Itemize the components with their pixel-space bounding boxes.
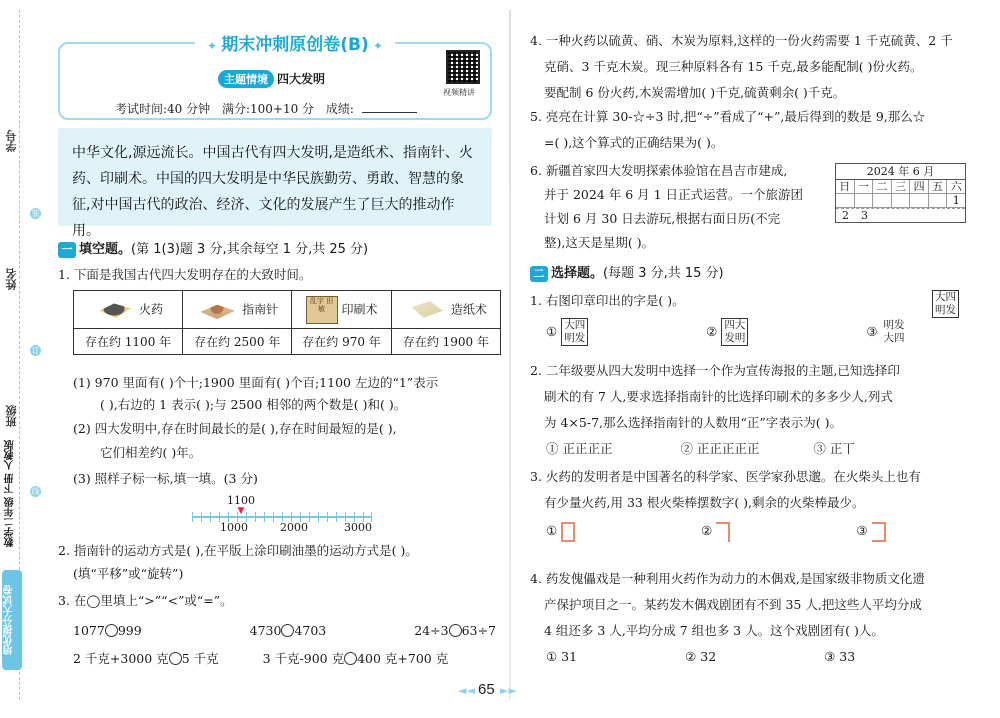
invention-cell: 乱字 田敏 印刷术	[292, 291, 392, 329]
option-3[interactable]: ③ 明发 大四	[866, 319, 905, 344]
exam-header	[58, 35, 492, 120]
binding-margin	[0, 0, 44, 718]
stamp-image: 大四 明发	[932, 290, 959, 318]
q1-part2-line2: 它们相差约( )年。	[100, 445, 202, 460]
star-icon: ✦	[368, 39, 383, 53]
exam-score: 满分:100+10 分	[221, 102, 315, 116]
option-1[interactable]: ① 大四 明发	[546, 324, 588, 339]
question-6-line4: 整),这天是星期( )。	[544, 235, 655, 250]
paper-icon	[405, 298, 447, 322]
time-cell: 存在约 970 年	[292, 329, 392, 355]
highlighted-date: 1	[952, 194, 960, 207]
question-6-line3: 计划 6 月 30 日去游玩,根据右面日历(不完	[544, 211, 781, 226]
question-4-line2: 克硝、3 千克木炭。现三种原料各有 15 千克,最多能配制( )份火药。	[544, 59, 923, 74]
choice-4-options	[546, 644, 966, 670]
invention-cell: 指南针	[183, 291, 292, 329]
invention-cell: 造纸术	[391, 291, 500, 329]
number-line-label: 3000	[344, 521, 372, 534]
student-id-label: 学号	[5, 130, 18, 152]
choice-4-line1: 4. 药发傀儡戏是一种利用火药作为动力的木偶戏,是国家级非物质文化遗	[530, 571, 925, 586]
answer-circle[interactable]	[344, 652, 357, 665]
page-spine	[509, 10, 511, 700]
answer-circle[interactable]	[105, 624, 118, 637]
section-1-note: (第 1(3)题 3 分,其余每空 1 分,共 25 分)	[131, 242, 369, 257]
choice-1-options	[546, 318, 966, 346]
number-line	[192, 510, 372, 534]
cut-mark-1: 装	[31, 209, 40, 218]
page-number: 65	[478, 681, 495, 698]
name-label: 姓名	[5, 268, 18, 290]
printing-type-icon: 乱字 田敏	[306, 296, 338, 324]
inventions-table	[73, 290, 501, 355]
option-2[interactable]: ②	[701, 523, 730, 538]
invention-cell: 火药	[74, 291, 183, 329]
question-6-line2: 并于 2024 年 6 月 1 日正式运营。一个旅游团	[544, 187, 804, 202]
section-1-heading	[58, 238, 368, 258]
prev-arrow-icon: ◄◄	[458, 684, 475, 697]
question-4-line3: 要配制 6 份火药,木炭需增加( )千克,硫黄剩余( )千克。	[544, 85, 846, 100]
calendar-title: 2024 年 6 月	[836, 164, 965, 180]
time-cell: 存在约 1100 年	[74, 329, 183, 355]
exam-time: 考试时间:40 分钟	[115, 102, 211, 116]
answer-circle[interactable]	[449, 624, 462, 637]
answer-circle[interactable]	[169, 652, 182, 665]
q1-part3: (3) 照样子标一标,填一填。(3 分)	[73, 471, 258, 486]
answer-circle[interactable]	[281, 624, 294, 637]
question-3-stem: 3. 在◯里填上“>”“<”或“=”。	[58, 593, 233, 608]
option-3[interactable]: ③	[856, 523, 885, 538]
compare-row-1: 1077 999 4730 4703 24÷3 63÷7	[73, 623, 496, 638]
cut-mark-3: 线	[31, 487, 40, 496]
choice-2-line2: 刷术的有 7 人,要求选择指南针的比选择印刷术的多多少人,列式	[544, 389, 893, 404]
matchstick-digit-icon	[716, 522, 730, 542]
intro-passage: 中华文化,源远流长。中国古代有四大发明,是造纸术、指南针、火药、印刷术。中国的四大发明是中华民族勤劳、勇敢、智慧的象征,对中国古代的政治、经济、文化的发展产生了巨大的推动作用。	[58, 128, 492, 226]
time-cell: 存在约 1900 年	[391, 329, 500, 355]
section-2-note: (每题 3 分,共 15 分)	[603, 266, 724, 281]
calendar-torn-edge: 2 3	[836, 208, 965, 222]
compare-row-2: 2 千克+3000 克 5 千克 3 千克-900 克 400 克+700 克	[73, 651, 449, 666]
star-icon: ✦	[207, 39, 222, 53]
matchstick-digit-icon	[872, 522, 886, 542]
option-3[interactable]: ③ 正丅	[813, 441, 855, 456]
option-2[interactable]: ② 四大 发明	[706, 324, 748, 339]
next-arrow-icon: ►►	[500, 684, 517, 697]
grade-tag: 数学二年级 下册 人教版	[5, 440, 16, 547]
qr-code-icon[interactable]	[446, 50, 480, 84]
question-6-line1: 6. 新疆首家四大发明探索体验馆在昌吉市建成,	[530, 163, 788, 178]
question-2-line1: 2. 指南针的运动方式是( ),在平版上涂印刷油墨的运动方式是( )。	[58, 543, 418, 558]
q1-part1-line2: ( ),右边的 1 表示( );与 2500 相邻的两个数是( )和( )。	[100, 397, 407, 412]
number-line-label: 2000	[280, 521, 308, 534]
theme-row	[218, 70, 325, 88]
choice-2-line3: 为 4×5-7,那么选择指南针的人数用“正”字表示为( )。	[544, 415, 843, 430]
option-2[interactable]: ② 32	[685, 649, 717, 664]
choice-1-stem: 1. 右图印章印出的字是( )。	[530, 293, 685, 308]
choice-2-options	[546, 436, 966, 462]
series-tag: 培优提分大试卷	[2, 570, 22, 670]
choice-2-line1: 2. 二年级要从四大发明中选择一个作为宣传海报的主题,已知选择印	[530, 363, 900, 378]
question-2-line2: (填“平移”或“旋转”)	[73, 566, 184, 581]
number-line-label: 1000	[220, 521, 248, 534]
choice-3-line2: 有少量火药,用 33 根火柴棒摆数字( ),剩余的火柴棒最少。	[544, 495, 865, 510]
calendar-weekdays: 日 一 二 三 四 五 六	[836, 180, 965, 194]
option-1[interactable]: ① 31	[546, 649, 578, 664]
down-arrow-icon: ▼	[237, 506, 245, 516]
qr-label: 视频精讲	[443, 88, 475, 97]
compass-icon	[196, 298, 238, 322]
option-1[interactable]: ① 正正正正	[546, 441, 613, 456]
section-2-title: 选择题。	[551, 266, 604, 281]
question-1-stem: 1. 下面是我国古代四大发明存在的大致时间。	[58, 267, 312, 282]
q1-part1-line1: (1) 970 里面有( )个十;1900 里面有( )个百;1100 左边的“1”表示	[73, 375, 439, 390]
question-5-line1: 5. 亮亮在计算 30-☆÷3 时,把“÷”看成了“+”,最后得到的数是 9,那么☆	[530, 109, 926, 124]
theme-name: 四大发明	[277, 72, 326, 86]
option-1[interactable]: ①	[546, 523, 575, 538]
calendar-week-1	[836, 194, 965, 208]
option-2[interactable]: ② 正正正正正	[680, 441, 760, 456]
q1-part2-line1: (2) 四大发明中,存在时间最长的是( ),存在时间最短的是( ),	[73, 421, 397, 436]
question-4-line1: 4. 一种火药以硫黄、硝、木炭为原料,这样的一份火药需要 1 千克硫黄、2 千	[530, 33, 953, 48]
section-1-number: 一	[58, 242, 76, 258]
theme-badge: 主题情境	[218, 70, 274, 88]
section-2-number: 二	[530, 266, 548, 282]
time-cell: 存在约 2500 年	[183, 329, 292, 355]
choice-3-line1: 3. 火药的发明者是中国著名的科学家、医学家孙思邈。在火柴头上也有	[530, 469, 921, 484]
section-1-title: 填空题。	[79, 242, 132, 257]
choice-4-line2: 产保护项目之一。某药发木偶戏剧团有不到 35 人,把这些人平均分成	[544, 597, 922, 612]
gunpowder-icon	[93, 298, 135, 322]
june-calendar	[835, 163, 966, 223]
exam-info	[115, 100, 433, 117]
number-line-marker: 1100 ▼	[227, 494, 255, 516]
option-3[interactable]: ③ 33	[824, 649, 856, 664]
result-label: 成绩:	[326, 102, 425, 116]
matchstick-digit-icon	[561, 522, 575, 542]
exam-title: ✦ 期末冲刺原创卷(B) ✦	[195, 32, 395, 58]
class-label: 班级	[5, 405, 18, 427]
choice-4-line3: 4 组还多 3 人,平均分成 7 组也多 3 人。这个戏剧团有( )人。	[544, 623, 884, 638]
question-5-line2: =( ),这个算式的正确结果为( )。	[544, 135, 724, 150]
cut-mark-2: 订	[31, 346, 40, 355]
section-2-heading	[530, 262, 724, 282]
choice-3-options	[546, 518, 966, 544]
